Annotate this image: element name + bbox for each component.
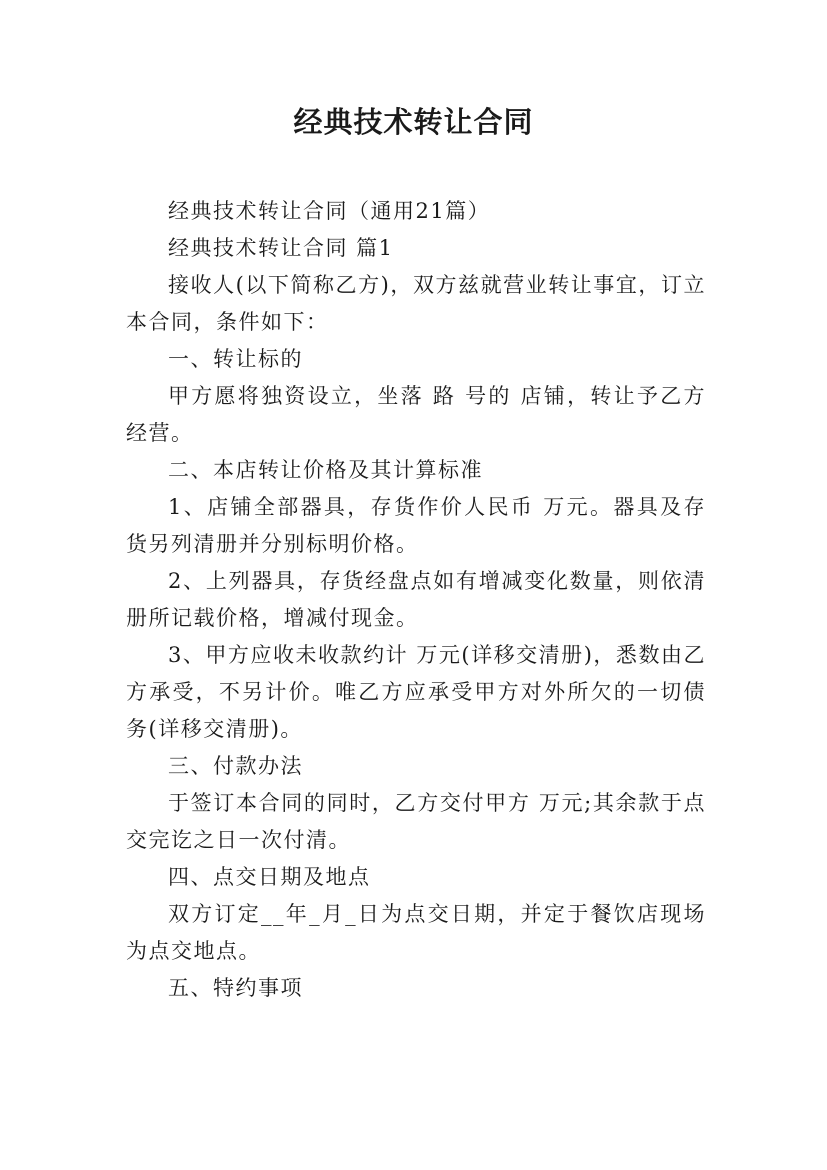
paragraph: 接收人(以下简称乙方)，双方兹就营业转让事宜，订立本合同，条件如下： [126, 273, 706, 334]
paragraph: 1、店铺全部器具，存货作价人民币 万元。器具及存货另列清册并分别标明价格。 [126, 495, 706, 556]
document-title: 经典技术转让合同 [293, 105, 534, 139]
paragraph: 甲方愿将独资设立，坐落 路 号的 店铺，转让予乙方经营。 [126, 384, 706, 445]
paragraph-subtitle: 经典技术转让合同（通用21篇） [168, 199, 491, 223]
paragraph: 双方订定__年_月_日为点交日期，并定于餐饮店现场为点交地点。 [126, 902, 706, 963]
paragraph: 2、上列器具，存货经盘点如有增减变化数量，则依清册所记载价格，增减付现金。 [126, 569, 706, 630]
paragraph: 3、甲方应收未收款约计 万元(详移交清册)，悉数由乙方承受，不另计价。唯乙方应承受甲方对外所欠的一切债务(详移交清册)。 [126, 643, 706, 741]
document-body [126, 193, 706, 1007]
paragraph-section-heading: 经典技术转让合同 篇1 [168, 236, 394, 260]
paragraph: 于签订本合同的同时，乙方交付甲方 万元;其余款于点交完讫之日一次付清。 [126, 791, 706, 852]
paragraph-clause-heading: 二、本店转让价格及其计算标准 [168, 458, 483, 482]
paragraph-clause-heading: 一、转让标的 [168, 347, 303, 371]
paragraph-clause-heading: 四、点交日期及地点 [168, 865, 371, 889]
paragraph-clause-heading: 三、付款办法 [168, 754, 303, 778]
paragraph-clause-heading: 五、特约事项 [168, 976, 303, 1000]
